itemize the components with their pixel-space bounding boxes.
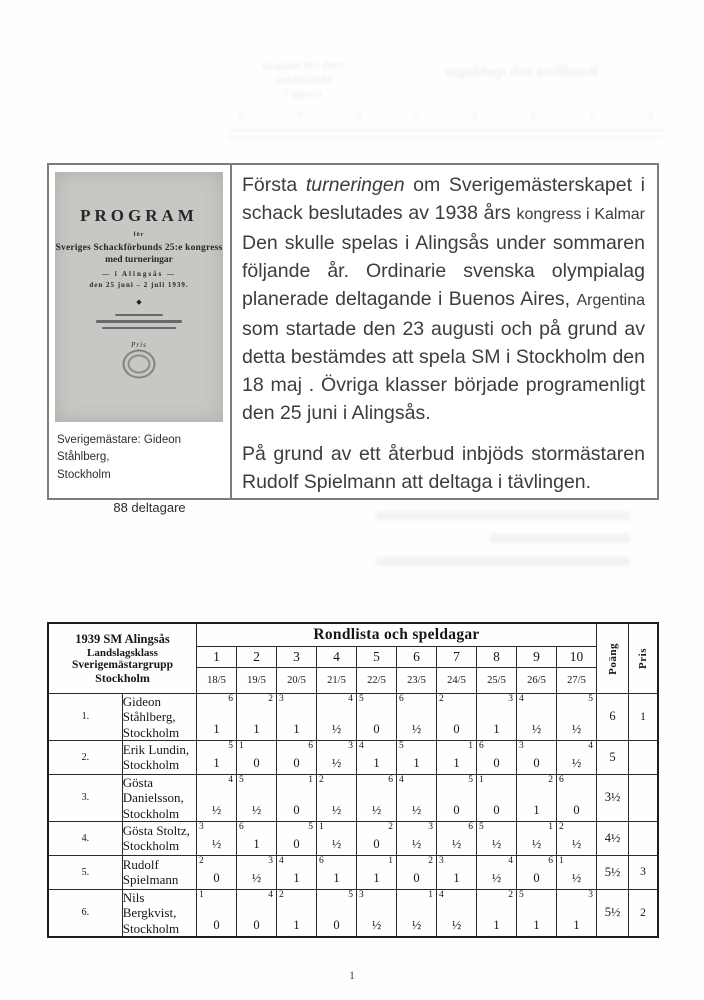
player-number: 1.: [48, 694, 122, 741]
game-result: 1: [293, 721, 300, 736]
booklet-title: PROGRAM: [80, 206, 198, 225]
result-cell: [477, 694, 517, 741]
player-number: 5.: [48, 855, 122, 889]
result-cell: [197, 889, 237, 936]
opponent-number: 1: [199, 889, 204, 900]
opponent-number: 1: [308, 774, 313, 785]
results-table-body: [48, 694, 658, 937]
result-cell: [397, 694, 437, 741]
result-cell: [317, 774, 357, 821]
player-name: Nils Bergkvist, Stockholm: [122, 889, 196, 936]
result-cell: [197, 740, 237, 774]
result-cell: [277, 821, 317, 855]
opponent-number: 3: [428, 821, 433, 832]
opponent-number: 2: [428, 855, 433, 866]
game-result: 1: [533, 917, 540, 932]
points-column-header: Poäng: [597, 623, 629, 694]
result-cell: [357, 821, 397, 855]
round-date: 23/5: [397, 668, 437, 694]
result-cell: [197, 694, 237, 741]
points-total: 6: [597, 694, 629, 741]
booklet-price: Pris: [131, 341, 147, 349]
result-cell: [557, 855, 597, 889]
result-cell: [277, 889, 317, 936]
opponent-number: 5: [228, 740, 233, 751]
player-row: [48, 889, 658, 936]
opponent-number: 5: [239, 774, 244, 785]
round-date: 18/5: [197, 668, 237, 694]
game-result: 1: [573, 917, 580, 932]
result-cell: [317, 694, 357, 741]
player-name: Gideon Ståhlberg, Stockholm: [122, 694, 196, 741]
results-table: [47, 622, 659, 938]
prize-rank: [629, 740, 659, 774]
result-cell: [397, 774, 437, 821]
game-result: ½: [571, 870, 582, 885]
opponent-number: 1: [559, 855, 564, 866]
result-cell: [477, 774, 517, 821]
ghost-corner: 1939 SM Alingsås Mästarklass Grupp I: [261, 60, 345, 100]
opponent-number: 5: [519, 889, 524, 900]
game-result: 0: [293, 802, 300, 817]
opponent-number: 1: [319, 821, 324, 832]
player-name: Rudolf Spielmann: [122, 855, 196, 889]
game-result: 0: [453, 802, 460, 817]
opponent-number: 3: [439, 855, 444, 866]
game-result: 1: [373, 870, 380, 885]
game-result: ½: [571, 836, 582, 851]
ornament-diamond-icon: ◆: [136, 298, 142, 306]
game-result: 0: [493, 802, 500, 817]
opponent-number: 4: [279, 855, 284, 866]
round-number: 9: [517, 647, 557, 668]
result-cell: [317, 740, 357, 774]
round-number: 6: [397, 647, 437, 668]
result-cell: [517, 821, 557, 855]
result-cell: [277, 855, 317, 889]
player-number: 2.: [48, 740, 122, 774]
result-cell: [357, 740, 397, 774]
game-result: 0: [293, 755, 300, 770]
opponent-number: 6: [319, 855, 324, 866]
intro-text: [232, 165, 657, 498]
game-result: ½: [211, 802, 222, 817]
opponent-number: 3: [279, 694, 284, 704]
prize-column-header: Pris: [629, 623, 659, 694]
opponent-number: 1: [428, 889, 433, 900]
game-result: 1: [253, 836, 260, 851]
booklet-caption: Sverigemästare: Gideon Ståhlberg, Stockholm: [57, 434, 182, 481]
game-result: ½: [571, 721, 582, 736]
opponent-number: 3: [359, 889, 364, 900]
game-result: 1: [453, 870, 460, 885]
opponent-number: 6: [548, 855, 553, 866]
round-date: 24/5: [437, 668, 477, 694]
game-result: ½: [491, 836, 502, 851]
opponent-number: 5: [468, 774, 473, 785]
game-result: ½: [531, 721, 542, 736]
player-name: Erik Lundin, Stockholm: [122, 740, 196, 774]
round-number: 5: [357, 647, 397, 668]
page-number: 1: [349, 968, 355, 982]
result-cell: [237, 694, 277, 741]
game-result: ½: [371, 917, 382, 932]
result-cell: [237, 774, 277, 821]
prize-rank: [629, 774, 659, 821]
game-result: 1: [293, 917, 300, 932]
game-result: 0: [493, 755, 500, 770]
results-table-head: [48, 623, 658, 694]
game-result: 1: [333, 870, 340, 885]
result-cell: [517, 855, 557, 889]
result-cell: [237, 821, 277, 855]
game-result: 0: [333, 917, 340, 932]
points-total: 3½: [597, 774, 629, 821]
opponent-number: 1: [548, 821, 553, 832]
opponent-number: 6: [399, 694, 404, 704]
result-cell: [437, 694, 477, 741]
game-result: ½: [411, 917, 422, 932]
game-result: 1: [293, 870, 300, 885]
opponent-number: 6: [239, 821, 244, 832]
game-result: 1: [453, 755, 460, 770]
round-date: 26/5: [517, 668, 557, 694]
intro-paragraph-1: Första turneringen om Sverigemästerskapet i schack beslutades av 1938 års kongress i Kalmar Den skulle spelas i Alingsås under sommaren följande år. Ordinarie svenska olympialag planerade deltagande i Buenos Aires, Argentina som startade den 23 augusti och på grund av detta bestämdes att spela SM i Stockholm den 18 maj . Övriga klasser började programenligt den 25 juni i Alingsås.: [242, 174, 645, 424]
points-total: 5½: [597, 889, 629, 936]
opponent-number: 2: [548, 774, 553, 785]
prize-rank: 2: [629, 889, 659, 936]
result-cell: [437, 740, 477, 774]
player-number: 4.: [48, 821, 122, 855]
game-result: 1: [533, 802, 540, 817]
result-cell: [517, 694, 557, 741]
rondlista-header: Rondlista och speldagar: [197, 623, 597, 647]
result-cell: [477, 740, 517, 774]
result-cell: [317, 855, 357, 889]
result-cell: [437, 855, 477, 889]
opponent-number: 3: [348, 740, 353, 751]
bleed-through-ghost-top: [228, 60, 664, 158]
round-number: 7: [437, 647, 477, 668]
result-cell: [317, 889, 357, 936]
opponent-number: 2: [199, 855, 204, 866]
illegible-text-line: [115, 314, 163, 316]
round-number: 4: [317, 647, 357, 668]
player-row: [48, 694, 658, 741]
opponent-number: 4: [508, 855, 513, 866]
opponent-number: 1: [468, 740, 473, 751]
game-result: ½: [211, 836, 222, 851]
game-result: ½: [411, 836, 422, 851]
result-cell: [437, 774, 477, 821]
player-row: [48, 855, 658, 889]
game-result: 0: [413, 870, 420, 885]
game-result: 1: [253, 721, 260, 736]
result-cell: [557, 821, 597, 855]
round-date: 25/5: [477, 668, 517, 694]
player-number: 6.: [48, 889, 122, 936]
result-cell: [277, 774, 317, 821]
result-cell: [397, 821, 437, 855]
opponent-number: 4: [359, 740, 364, 751]
game-result: 1: [213, 721, 220, 736]
result-cell: [477, 889, 517, 936]
opponent-number: 1: [388, 855, 393, 866]
result-cell: [357, 855, 397, 889]
table-corner-header: 1939 SM Alingsås Landslagsklass Sverigemästargrupp Stockholm: [48, 623, 197, 694]
result-cell: [437, 821, 477, 855]
result-cell: [197, 855, 237, 889]
game-result: 1: [373, 755, 380, 770]
program-booklet-cover-image: PROGRAM för Sveriges Schackförbunds 25:e kongress med turneringar — i Alingsås — den 25 juni – 2 juli 1939. ◆ Pris: [55, 172, 223, 422]
game-result: 0: [533, 755, 540, 770]
opponent-number: 3: [519, 740, 524, 751]
game-result: ½: [531, 836, 542, 851]
opponent-number: 2: [439, 694, 444, 704]
result-cell: [197, 821, 237, 855]
player-row: [48, 821, 658, 855]
points-total: 5½: [597, 855, 629, 889]
round-number: 2: [237, 647, 277, 668]
player-row: [48, 740, 658, 774]
result-cell: [557, 889, 597, 936]
opponent-number: 6: [308, 740, 313, 751]
opponent-number: 4: [399, 774, 404, 785]
opponent-number: 4: [268, 889, 273, 900]
result-cell: [437, 889, 477, 936]
opponent-number: 2: [319, 774, 324, 785]
result-cell: [197, 774, 237, 821]
prize-rank: [629, 821, 659, 855]
result-cell: [397, 740, 437, 774]
round-date: 27/5: [557, 668, 597, 694]
game-result: ½: [331, 802, 342, 817]
opponent-number: 1: [479, 774, 484, 785]
intro-box: [47, 163, 659, 515]
opponent-number: 2: [508, 889, 513, 900]
illegible-text-line: [102, 327, 176, 329]
player-row: [48, 774, 658, 821]
opponent-number: 6: [479, 740, 484, 751]
opponent-number: 3: [508, 694, 513, 704]
game-result: 0: [373, 721, 380, 736]
game-result: 0: [213, 870, 220, 885]
result-cell: [357, 694, 397, 741]
game-result: ½: [251, 870, 262, 885]
bleed-through-ghost-middle: [358, 497, 660, 615]
illegible-text-line: [96, 320, 182, 323]
result-cell: [557, 774, 597, 821]
game-result: ½: [491, 870, 502, 885]
game-result: ½: [331, 755, 342, 770]
round-number: 1: [197, 647, 237, 668]
points-total: 4½: [597, 821, 629, 855]
game-result: ½: [571, 755, 582, 770]
result-cell: [397, 889, 437, 936]
stamp-seal-icon: [123, 350, 155, 378]
opponent-number: 4: [348, 694, 353, 704]
opponent-number: 4: [439, 889, 444, 900]
game-result: ½: [331, 721, 342, 736]
opponent-number: 2: [559, 821, 564, 832]
game-result: 0: [373, 836, 380, 851]
opponent-number: 4: [228, 774, 233, 785]
round-date: 22/5: [357, 668, 397, 694]
opponent-number: 6: [468, 821, 473, 832]
game-result: ½: [371, 802, 382, 817]
result-cell: [477, 821, 517, 855]
opponent-number: 2: [279, 889, 284, 900]
opponent-number: 1: [239, 740, 244, 751]
points-total: 5: [597, 740, 629, 774]
result-cell: [357, 889, 397, 936]
opponent-number: 5: [359, 694, 364, 704]
result-cell: [277, 694, 317, 741]
result-cell: [557, 694, 597, 741]
result-cell: [397, 855, 437, 889]
result-cell: [357, 774, 397, 821]
game-result: 0: [453, 721, 460, 736]
player-number: 3.: [48, 774, 122, 821]
round-number: 3: [277, 647, 317, 668]
game-result: 1: [493, 721, 500, 736]
game-result: 0: [293, 836, 300, 851]
result-cell: [237, 855, 277, 889]
round-number: 8: [477, 647, 517, 668]
round-number: 10: [557, 647, 597, 668]
round-date: 21/5: [317, 668, 357, 694]
opponent-number: 3: [588, 889, 593, 900]
opponent-number: 6: [559, 774, 564, 785]
opponent-number: 5: [588, 694, 593, 704]
player-name: Gösta Stoltz, Stockholm: [122, 821, 196, 855]
game-result: ½: [331, 836, 342, 851]
opponent-number: 5: [399, 740, 404, 751]
player-name: Gösta Danielsson, Stockholm: [122, 774, 196, 821]
opponent-number: 3: [268, 855, 273, 866]
opponent-number: 4: [588, 740, 593, 751]
game-result: 0: [533, 870, 540, 885]
game-result: ½: [451, 917, 462, 932]
ghost-round-numbers: 1 2 3 4 5 6 7 8: [238, 109, 654, 124]
participants-count: 88 deltagare: [113, 499, 186, 515]
result-cell: [517, 889, 557, 936]
round-date: 20/5: [277, 668, 317, 694]
result-cell: [557, 740, 597, 774]
intro-paragraph-2: På grund av ett återbud inbjöds stormästaren Rudolf Spielmann att deltaga i tävlingen.: [242, 443, 645, 493]
game-result: 0: [573, 802, 580, 817]
game-result: ½: [251, 802, 262, 817]
booklet-column: [49, 165, 232, 515]
game-result: 1: [493, 917, 500, 932]
opponent-number: 2: [268, 694, 273, 704]
opponent-number: 3: [199, 821, 204, 832]
result-cell: [477, 855, 517, 889]
game-result: ½: [411, 802, 422, 817]
prize-rank: 3: [629, 855, 659, 889]
opponent-number: 5: [479, 821, 484, 832]
result-cell: [277, 740, 317, 774]
game-result: 0: [253, 917, 260, 932]
game-result: ½: [411, 721, 422, 736]
opponent-number: 2: [388, 821, 393, 832]
result-cell: [237, 889, 277, 936]
round-date: 19/5: [237, 668, 277, 694]
game-result: 1: [213, 755, 220, 770]
result-cell: [237, 740, 277, 774]
opponent-number: 5: [348, 889, 353, 900]
result-cell: [517, 740, 557, 774]
game-result: 0: [253, 755, 260, 770]
game-result: ½: [451, 836, 462, 851]
game-result: 1: [413, 755, 420, 770]
opponent-number: 6: [388, 774, 393, 785]
opponent-number: 6: [228, 694, 233, 704]
opponent-number: 5: [308, 821, 313, 832]
opponent-number: 4: [519, 694, 524, 704]
ghost-title: Rondlista och speldagar: [443, 64, 599, 80]
game-result: 0: [213, 917, 220, 932]
result-cell: [517, 774, 557, 821]
result-cell: [317, 821, 357, 855]
prize-rank: 1: [629, 694, 659, 741]
